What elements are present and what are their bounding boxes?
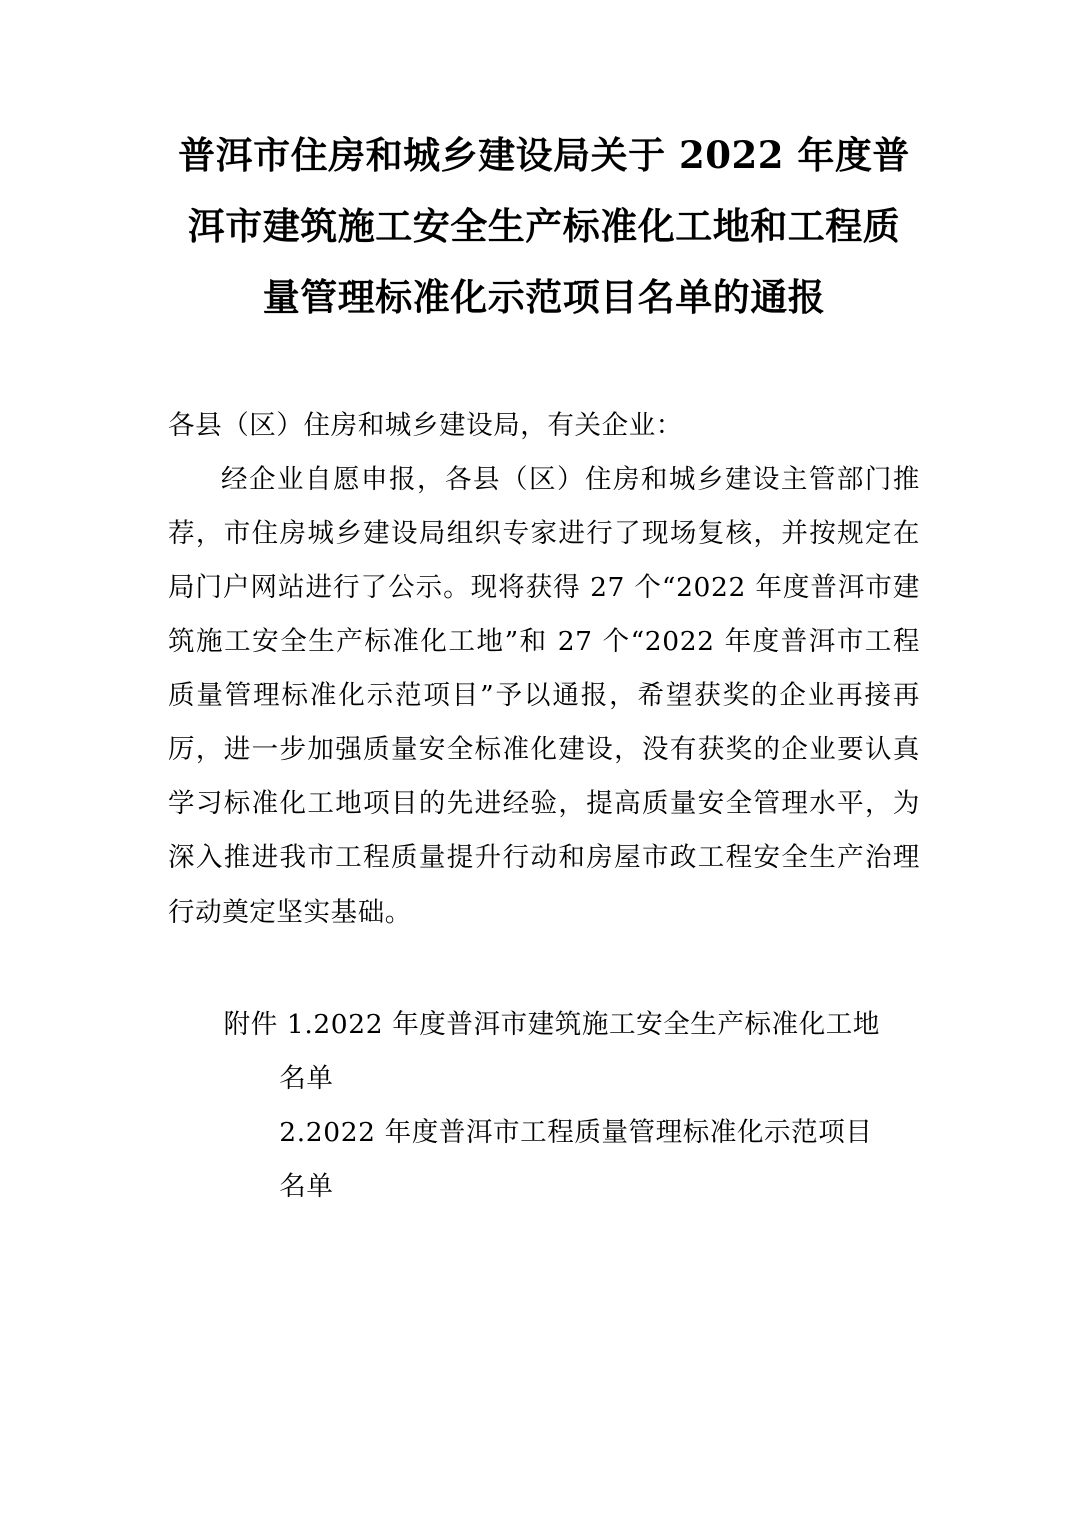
attachment-item-2-continuation: 名单 (279, 1170, 334, 1202)
attachment-list (168, 998, 920, 1214)
document-title: 普洱市住房和城乡建设局关于 2022 年度普洱市建筑施工安全生产标准化工地和工程质量管理标准化示范项目名单的通报 (178, 133, 910, 320)
attachment-item-1-continuation: 名单 (279, 1062, 334, 1094)
body-paragraph: 经企业自愿申报，各县（区）住房和城乡建设主管部门推荐，市住房城乡建设局组织专家进行了现场复核，并按规定在局门户网站进行了公示。现将获得 27 个“2022 年度普洱市建筑施工安全生产标准化工地”和 27 个“2022 年度普洱市工程质量管理标准化示范项目”予以通报，希望获奖的企业再接再厉，进一步加强质量安全标准化建设，没有获奖的企业要认真学习标准化工地项目的先进经验，提高质量安全管理水平，为深入推进我市工程质量提升行动和房屋市政工程安全生产治理行动奠定坚实基础。 (168, 464, 920, 928)
salutation: 各县（区）住房和城乡建设局，有关企业： (168, 410, 683, 442)
attachment-item-2: 2.2022 年度普洱市工程质量管理标准化示范项目 (279, 1116, 873, 1148)
attachment-item-1: 附件 1.2022 年度普洱市建筑施工安全生产标准化工地 (223, 1008, 881, 1040)
document-body (168, 399, 920, 939)
